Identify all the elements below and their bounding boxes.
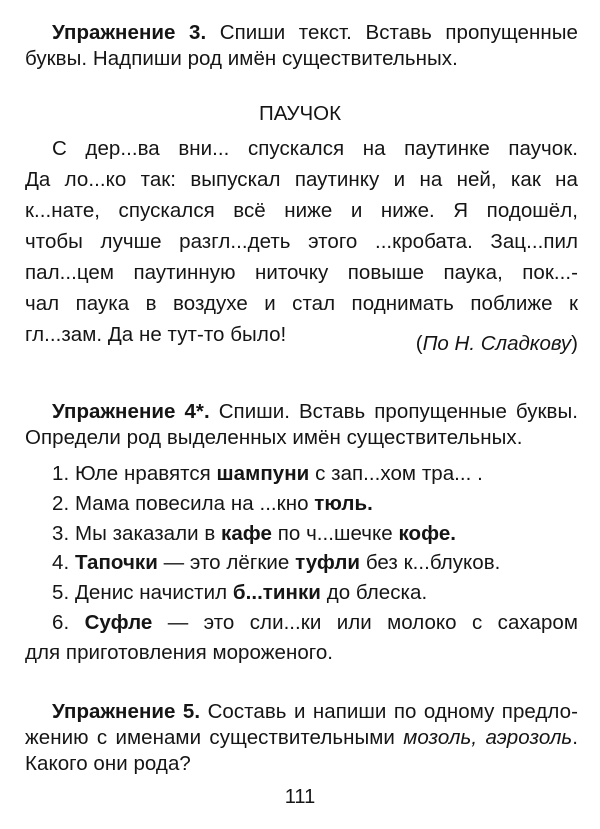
story-title: ПАУЧОК <box>258 102 342 125</box>
list-item: 1. Юле нравятся шампуни с зап...хом тра... . <box>52 462 483 485</box>
exercise-3-instruction-line1: Упражнение 3. Спиши текст. Вставь пропущенные <box>52 21 578 44</box>
list-item-continuation: для приготовления мороженого. <box>25 641 334 664</box>
exercise-4-instruction-line1: Упражнение 4*. Спиши. Вставь пропущенные буквы. <box>52 400 579 423</box>
exercise-3-instruction-line2: буквы. Надпиши род имён существительных. <box>25 47 458 70</box>
story-line: пал...цем паутинную ниточку повыше паука, пок...- <box>25 261 578 284</box>
list-item: 4. Тапочки — это лёгкие туфли без к...блуков. <box>52 551 501 574</box>
list-item: 2. Мама повесила на ...кно тюль. <box>52 492 373 515</box>
exercise-5-line2: жению с именами существительными мозоль, аэрозоль. <box>25 726 579 749</box>
story-line: чтобы лучше разгл...деть этого ...кробата. Зац...пил <box>25 230 578 253</box>
exercise-4-label: Упражнение 4*. <box>52 400 210 423</box>
page-number: 111 <box>284 786 316 808</box>
exercise-5-label: Упражнение 5. <box>52 700 201 723</box>
story-line: к...нате, спускался всё ниже и ниже. Я подошёл, <box>25 199 578 222</box>
story-line: чал паука в воздухе и стал поднимать поближе к <box>25 292 578 315</box>
story-attribution: (По Н. Сладкову) <box>415 332 578 355</box>
story-line: С дер...ва вни... спускался на паутинке паучок. <box>52 137 578 160</box>
exercise-3-label: Упражнение 3. <box>52 21 207 44</box>
exercise-4-instruction-line2: Определи род выделенных имён существительных. <box>25 426 523 449</box>
list-item: 6. Суфле — это сли...ки или молоко с сахаром <box>52 611 578 634</box>
exercise-5-line1: Упражнение 5. Составь и напиши по одному предло- <box>52 700 578 723</box>
story-line: Да ло...ко так: выпускал паутинку и на ней, как на <box>25 168 578 191</box>
list-item: 3. Мы заказали в кафе по ч...шечке кофе. <box>52 522 457 545</box>
exercise-5-line3: Какого они рода? <box>25 752 191 775</box>
list-item: 5. Денис начистил б...тинки до блеска. <box>52 581 428 604</box>
story-line: гл...зам. Да не тут-то было! <box>25 323 287 346</box>
